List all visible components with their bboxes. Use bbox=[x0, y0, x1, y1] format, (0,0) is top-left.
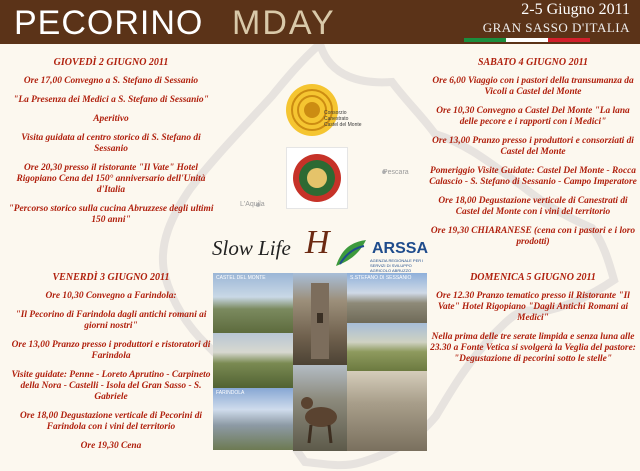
schedule-item: Ore 10,30 Convegno a Farindola: bbox=[45, 291, 177, 301]
schedule-item: Visite guidate: Penne - Loreto Aprutino - Carpineto della Nora - Castelli - Isola del Gran Sasso - S. Gabriele bbox=[11, 370, 211, 402]
photo-caption: FARINDOLA bbox=[216, 390, 245, 396]
schedule-item: Ore 18,00 Degustazione verticale di Canestrati di Castel del Monte con i vini del territorio bbox=[438, 196, 628, 217]
event-logo bbox=[232, 3, 336, 43]
schedule-item: Ore 6,00 Viaggio con i pastori della transumanza da Vicoli a Castel del Monte bbox=[432, 76, 634, 97]
schedule-item: Ore 19,30 Cena bbox=[80, 441, 142, 451]
schedule-item: "Percorso storico sulla cucina Abruzzese degli ultimi 150 anni" bbox=[8, 204, 214, 225]
photo-mountain-meadow bbox=[213, 333, 293, 388]
day-heading-friday: VENERDÌ 3 GIUGNO 2011 bbox=[52, 272, 170, 283]
photo-village-street bbox=[347, 371, 427, 451]
schedule-saturday bbox=[428, 57, 638, 256]
photo-sheep-flock bbox=[347, 323, 427, 371]
chamois-icon bbox=[293, 365, 347, 451]
schedule-thursday bbox=[8, 57, 214, 234]
consorzio-label: Consorzio Canestrato Castel del Monte bbox=[324, 110, 362, 128]
photo-caption: S.STEFANO DI SESSANIO bbox=[350, 275, 412, 281]
schedule-item: "Il Pecorino di Farindola dagli antichi romani ai giorni nostri" bbox=[15, 310, 207, 331]
brand-title: PECORINO bbox=[14, 4, 204, 42]
schedule-sunday bbox=[430, 272, 636, 373]
map-label-laquila: L'Aquila bbox=[240, 201, 265, 208]
schedule-item: Ore 13,00 Pranzo presso i produttori e ristoratori di Farindola bbox=[11, 340, 211, 361]
event-dates: 2-5 Giugno 2011 bbox=[521, 1, 630, 18]
schedule-item: Ore 17,00 Convegno a S. Stefano di Sessanio bbox=[23, 76, 199, 86]
event-location: GRAN SASSO D'ITALIA bbox=[482, 20, 630, 35]
day-heading-saturday: SABATO 4 GIUGNO 2011 bbox=[477, 57, 589, 68]
schedule-item: Ore 10,30 Convegno a Castel Del Monte "La lana delle pecore e i rapporti con i Medici" bbox=[436, 106, 630, 127]
cheese-seal-logo bbox=[286, 147, 348, 209]
event-word: DAY bbox=[262, 4, 336, 42]
cheese-seal-icon bbox=[287, 148, 347, 208]
event-dates-block bbox=[483, 1, 630, 37]
italian-flag-bar bbox=[464, 38, 590, 42]
photo-chamois bbox=[293, 365, 347, 451]
event-m: M bbox=[232, 4, 263, 42]
schedule-item: Pomeriggio Visite Guidate: Castel Del Monte - Rocca Calascio - S. Stefano di Sessanio - Campo Imperatore bbox=[429, 166, 637, 187]
schedule-item: Nella prima delle tre serate limpida e senza luna alle 23.30 a Fonte Vetica si svolgerà la Veglia del pastore: "Degustazione di pecorini sotto le stelle" bbox=[430, 332, 636, 364]
schedule-item: Ore 20,30 presso il ristorante "Il Vate" Hotel Rigopiano Cena del 150° anniversario dell'Unità d'Italia bbox=[16, 163, 206, 195]
day-heading-thursday: GIOVEDÌ 2 GIUGNO 2011 bbox=[53, 57, 169, 68]
schedule-item: Aperitivo bbox=[93, 114, 129, 124]
schedule-item: Ore 18,00 Degustazione verticale di Pecorini di Farindola con i vini del territorio bbox=[19, 411, 202, 432]
schedule-item: Ore 19,30 CHIARANESE (cena con i pastori e i loro prodotti) bbox=[430, 226, 636, 247]
schedule-item: "La Presenza dei Medici a S. Stefano di Sessanio" bbox=[13, 95, 209, 105]
arssa-logo bbox=[334, 238, 429, 273]
arssa-title: ARSSA bbox=[372, 240, 429, 257]
schedule-item: Ore 13,00 Pranzo presso i produttori e consorziati di Castel del Monte bbox=[432, 136, 634, 157]
arssa-subtitle: AGENZIA REGIONALE PER I SERVIZI DI SVILUPPO AGRICOLO ABRUZZO bbox=[370, 258, 424, 273]
map-label-pescara: Pescara bbox=[383, 169, 409, 176]
h-logo: H bbox=[305, 224, 330, 261]
photo-caption: CASTEL DEL MONTE bbox=[216, 275, 266, 281]
schedule-friday bbox=[8, 272, 214, 460]
day-heading-sunday: DOMENICA 5 GIUGNO 2011 bbox=[470, 272, 596, 283]
schedule-item: Ore 12.30 Pranzo tematico presso il Ristorante "Il Vate" Hotel Rigopiano "Dagli Antichi Romani ai Medici" bbox=[436, 291, 630, 323]
schedule-item: Visita guidata al centro storico di S. Stefano di Sessanio bbox=[21, 133, 201, 154]
arssa-leaf-icon bbox=[334, 238, 368, 268]
slow-life-logo: Slow Life bbox=[212, 236, 291, 260]
photo-farindola bbox=[213, 388, 293, 450]
tower-icon bbox=[293, 273, 347, 365]
photo-castel-del-monte bbox=[213, 273, 293, 333]
photo-tower bbox=[293, 273, 347, 365]
photo-santo-stefano bbox=[347, 273, 427, 323]
